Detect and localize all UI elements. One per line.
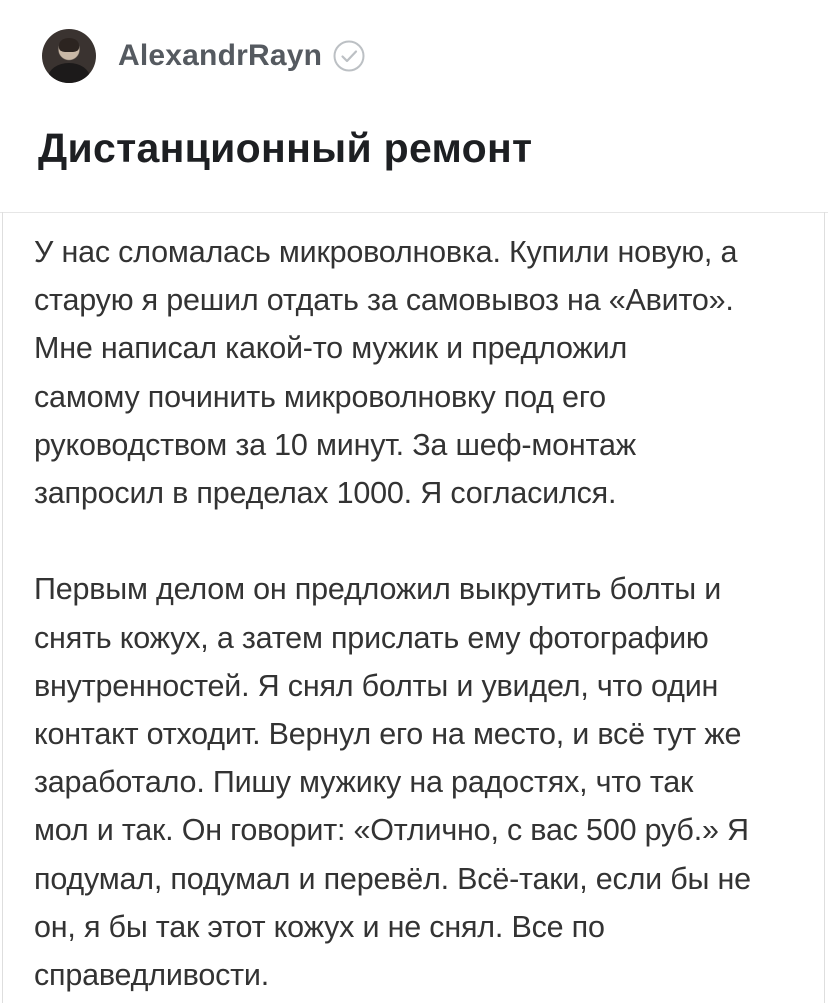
text-line: самому починить микроволновку под его <box>34 379 606 414</box>
text-line: внутренностей. Я снял болты и увидел, что один <box>34 668 719 703</box>
text-line: контакт отходит. Вернул его на место, и всё тут же <box>34 717 742 752</box>
text-line: Мне написал какой-то мужик и предложил <box>34 331 628 366</box>
verified-check-icon <box>332 39 366 73</box>
author-name[interactable]: AlexandrRayn <box>118 39 323 72</box>
post-body <box>34 228 810 999</box>
text-line: он, я бы так этот кожух и не снял. Все по <box>34 909 605 944</box>
text-line: руководством за 10 минут. За шеф-монтаж <box>34 427 636 462</box>
text-line: старую я решил отдать за самовывоз на «Авито». <box>34 283 734 318</box>
text-line: заработало. Пишу мужику на радостях, что так <box>34 765 694 800</box>
post-title: Дистанционный ремонт <box>38 125 533 171</box>
header-divider <box>0 212 828 213</box>
paragraph-gap <box>34 517 810 565</box>
text-line: справедливости. <box>34 958 270 993</box>
author-row <box>42 28 366 84</box>
text-line: запросил в пределах 1000. Я согласился. <box>34 476 617 511</box>
paragraph-2 <box>34 565 810 999</box>
author-avatar[interactable] <box>42 29 96 83</box>
post-header <box>0 0 828 210</box>
content-right-border <box>824 212 825 1003</box>
text-line: мол и так. Он говорит: «Отлично, с вас 500 руб.» Я <box>34 813 749 848</box>
text-line: подумал, подумал и перевёл. Всё-таки, если бы не <box>34 861 751 896</box>
text-line: снять кожух, а затем прислать ему фотографию <box>34 620 709 655</box>
text-line: Первым делом он предложил выкрутить болты и <box>34 572 722 607</box>
paragraph-1 <box>34 228 810 517</box>
content-left-border <box>2 212 3 1003</box>
text-line: У нас сломалась микроволновка. Купили новую, а <box>34 235 738 269</box>
